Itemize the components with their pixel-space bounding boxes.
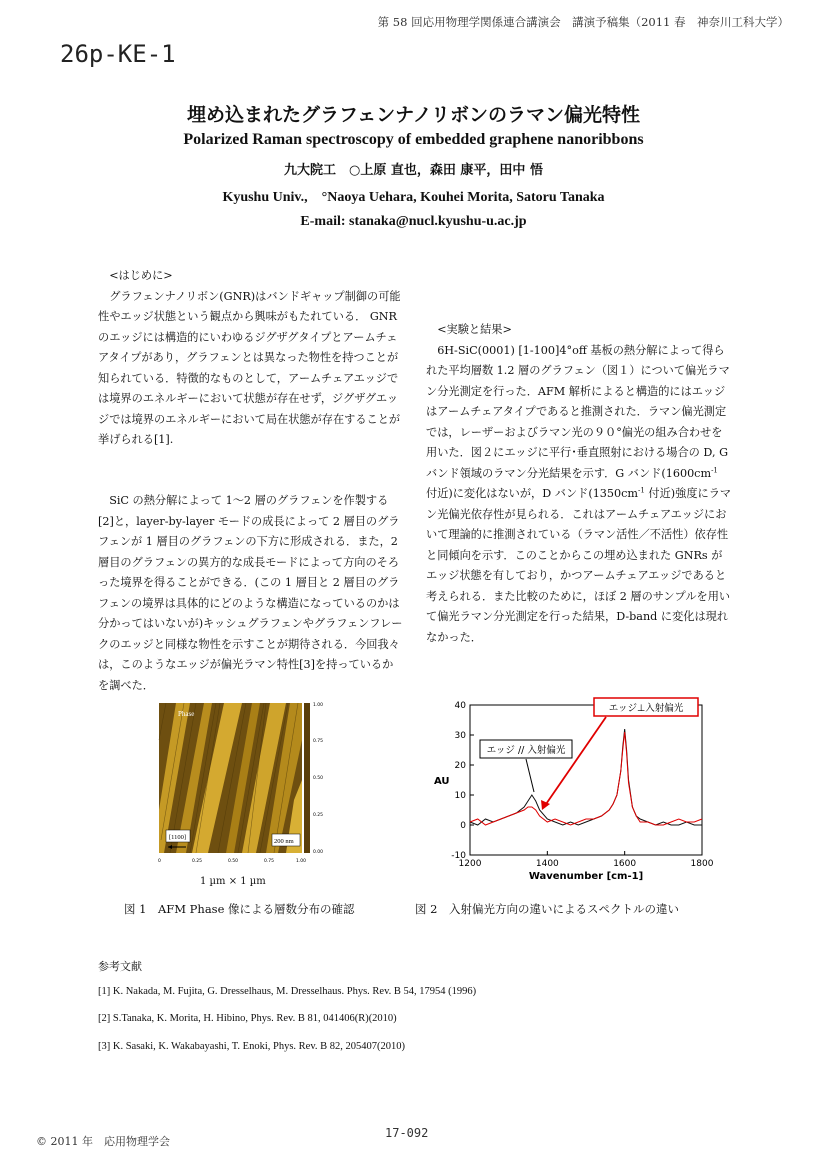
reference-3: [3] K. Sasaki, K. Wakabayashi, T. Enoki, Phys. Rev. B 82, 205407(2010) bbox=[98, 1041, 406, 1052]
authors-english: Kyushu Univ., °Naoya Uehara, Kouhei Morita, Satoru Tanaka bbox=[222, 190, 605, 205]
colorbar-tick: 0.00 bbox=[313, 850, 324, 855]
x-axis-label: Wavenumber [cm-1] bbox=[528, 871, 644, 882]
colorbar bbox=[304, 703, 310, 853]
afm-image-svg bbox=[156, 700, 326, 872]
phase-label: Phase bbox=[178, 710, 195, 718]
colorbar-tick: 0.25 bbox=[313, 813, 324, 818]
annotation-parallel-label: エッジ // 入射偏光 bbox=[486, 745, 566, 756]
email: E-mail: stanaka@nucl.kyushu-u.ac.jp bbox=[300, 214, 527, 229]
colorbar-tick: 0.75 bbox=[313, 739, 324, 744]
reference-2: [2] S.Tanaka, K. Morita, H. Hibino, Phys. Rev. B 81, 041406(R)(2010) bbox=[98, 1013, 397, 1024]
results-paragraph bbox=[426, 341, 732, 649]
superscript: -1 bbox=[711, 465, 718, 474]
column-left bbox=[98, 266, 404, 451]
colorbar-tick: 0.50 bbox=[313, 776, 324, 781]
x-tick: 0.75 bbox=[264, 859, 275, 864]
results-text-c: 付近)強度にラマン光偏光依存性が見られる．これはアームチェアエッジにおいて理論的に推測されている（ラマン活性／不活性）依存性と同傾向を示す．このことからこの埋め込まれた GNRs がエッジ状態を有しており，かつアームチェアエッジであると考えられる．また比較のために，ほぼ 2 層のサンプルを用いて偏光ラマン分光測定を行った結果，D-band に変化は現れなかった． bbox=[426, 487, 732, 644]
references-title: 参考文献 bbox=[98, 960, 142, 973]
reference-1: [1] K. Nakada, M. Fujita, G. Dresselhaus, M. Dresselhaus. Phys. Rev. B 54, 17954 (1996) bbox=[98, 986, 477, 997]
intro-paragraph-2: SiC の熱分解によって 1〜2 層のグラフェンを作製する[2]と，layer-by-layer モードの成長によって 2 層目のグラフェンが 1 層目のグラフェンの下方に形成される．また，2 層目のグラフェンの異方的な成長モードによって方向のそろった境界を得ることができる．(この 1 層目と 2 層目のグラフェンの境界は具体的にどのような構造になっているのかは分かってはいないが)キッシュグラフェンやグラフェンフレークのエッジと同様な物性を示すことが期待される．今回我々は，このようなエッジが偏光ラマン特性[3]を持っているかを調べた． bbox=[98, 494, 403, 692]
page-number: 17-092 bbox=[385, 1126, 429, 1140]
results-text-a: 6H-SiC(0001) [1-100]4°off 基板の熱分解によって得られた平均層数 1.2 層のグラフェン（図１）について偏光ラマン分光測定を行った．AFM 解析によると構造的にはエッジはアームチェアタイプであると推測された．ラマン偏光測定では，レーザーおよびラマン光の９０°偏光の組み合わせを用いた．図２にエッジに平行･垂直照射における場合の D, G バンド領域のラマン分光結果を示す．G バンド(1600cm bbox=[426, 343, 730, 480]
y-tick-label: 10 bbox=[454, 791, 466, 801]
x-tick: 0.25 bbox=[192, 859, 203, 864]
x-tick-label: 1600 bbox=[613, 859, 637, 869]
copyright: © 2011 年 応用物理学会 bbox=[36, 1135, 170, 1148]
annotation-perp-label: エッジ⊥入射偏光 bbox=[608, 703, 684, 714]
column-right bbox=[426, 320, 732, 648]
figure1-caption: 図 1 AFM Phase 像による層数分布の確認 bbox=[124, 902, 355, 916]
figure2-caption: 図 2 入射偏光方向の違いによるスペクトルの違い bbox=[415, 902, 679, 916]
direction-label: [1100] bbox=[169, 834, 187, 841]
superscript: -1 bbox=[638, 486, 645, 495]
intro-heading: <はじめに> bbox=[109, 269, 173, 282]
y-tick-label: 40 bbox=[454, 701, 466, 711]
scan-size-label: 1 µm × 1 µm bbox=[200, 876, 266, 887]
y-tick-label: -10 bbox=[451, 851, 466, 861]
chart-svg bbox=[428, 693, 718, 893]
x-tick: 0 bbox=[158, 859, 161, 864]
title-english: Polarized Raman spectroscopy of embedded graphene nanoribbons bbox=[183, 131, 644, 148]
x-tick: 1.00 bbox=[296, 859, 307, 864]
column-left-2 bbox=[98, 491, 404, 696]
afm-phase-image bbox=[156, 700, 326, 872]
title-japanese: 埋め込まれたグラフェンナノリボンのラマン偏光特性 bbox=[187, 104, 640, 126]
results-text-b: 付近)に変化はないが，D バンド(1350cm bbox=[426, 487, 639, 500]
x-tick-label: 1200 bbox=[458, 859, 482, 869]
x-tick: 0.50 bbox=[228, 859, 239, 864]
annotation-parallel-arrow bbox=[526, 759, 534, 792]
annotation-perp-arrow bbox=[544, 717, 606, 807]
colorbar-tick: 1.00 bbox=[313, 703, 324, 708]
y-tick-label: 30 bbox=[454, 731, 466, 741]
scale-label: 200 nm bbox=[274, 838, 294, 845]
plot-frame bbox=[470, 705, 702, 855]
y-tick-label: 20 bbox=[454, 761, 466, 771]
x-tick-label: 1800 bbox=[690, 859, 714, 869]
raman-spectrum-chart bbox=[428, 693, 718, 897]
intro-paragraph-1: グラフェンナノリボン(GNR)はバンドギャップ制御の可能性やエッジ状態という観点から興味がもたれている． GNR のエッジには構造的にいわゆるジグザグタイプとアームチェアタイプがあり，グラフェンとは異なった物性を持つことが知られている．特徴的なものとして，アームチェアエッジでは境界のエネルギーにおいて状態が存在せず，ジグザグエッジでは境界のエネルギーにおいて局在状態が存在することが挙げられる[1]. bbox=[98, 289, 401, 446]
x-tick-label: 1400 bbox=[535, 859, 559, 869]
authors-japanese: 九大院工 ○上原 直也，森田 康平，田中 悟 bbox=[284, 163, 543, 178]
conference-header: 第 58 回応用物理学関係連合講演会 講演予稿集（2011 春 神奈川工科大学） bbox=[377, 15, 789, 29]
y-axis-label: AU bbox=[434, 776, 450, 787]
y-tick-label: 0 bbox=[460, 821, 466, 831]
abstract-code: 26p-KE-1 bbox=[60, 40, 176, 68]
results-heading: <実験と結果> bbox=[437, 323, 512, 336]
